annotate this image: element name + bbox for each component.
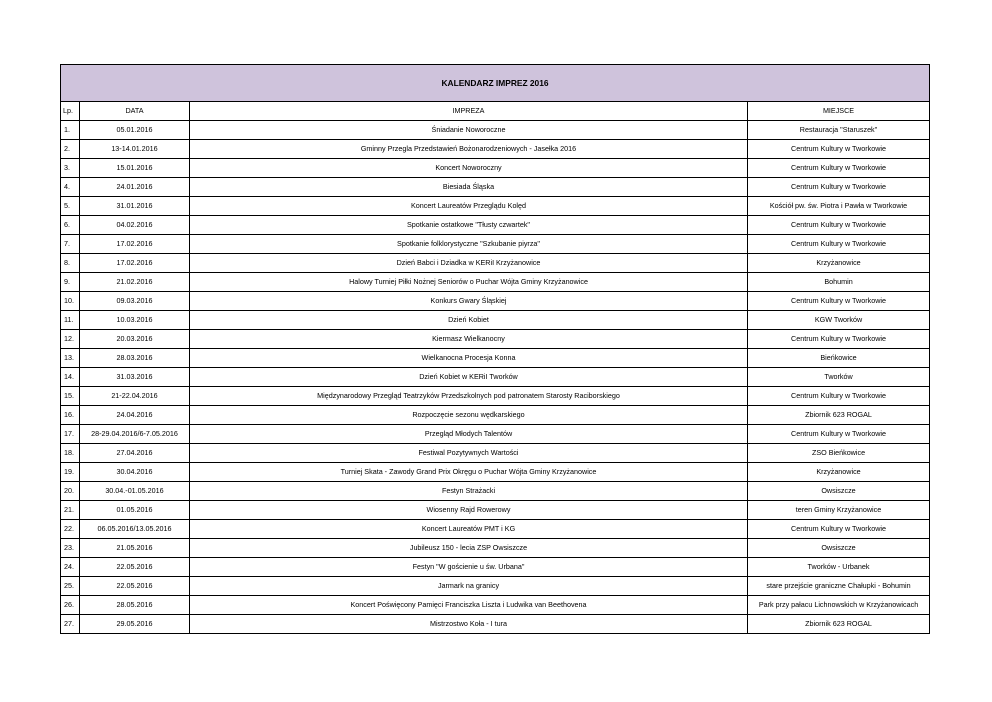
lp-cell: 23. — [61, 539, 80, 558]
date-cell: 04.02.2016 — [80, 216, 190, 235]
date-cell: 21-22.04.2016 — [80, 387, 190, 406]
lp-cell: 21. — [61, 501, 80, 520]
location-cell: Centrum Kultury w Tworkowie — [748, 140, 930, 159]
date-cell: 22.05.2016 — [80, 558, 190, 577]
location-cell: Centrum Kultury w Tworkowie — [748, 235, 930, 254]
table-row — [61, 444, 930, 463]
title-row — [61, 65, 930, 102]
event-cell: Koncert Poświęcony Pamięci Franciszka Liszta i Ludwika van Beethovena — [190, 596, 748, 615]
event-cell: Gminny Przegla Przedstawień Bożonarodzeniowych - Jasełka 2016 — [190, 140, 748, 159]
table-row — [61, 140, 930, 159]
location-cell: ZSO Bieńkowice — [748, 444, 930, 463]
table-row — [61, 406, 930, 425]
event-cell: Koncert Laureatów PMT i KG — [190, 520, 748, 539]
table-row — [61, 520, 930, 539]
lp-cell: 22. — [61, 520, 80, 539]
date-cell: 13-14.01.2016 — [80, 140, 190, 159]
table-row — [61, 330, 930, 349]
location-cell: Centrum Kultury w Tworkowie — [748, 292, 930, 311]
event-cell: Festyn "W gościenie u św. Urbana" — [190, 558, 748, 577]
lp-cell: 8. — [61, 254, 80, 273]
date-cell: 10.03.2016 — [80, 311, 190, 330]
lp-cell: 14. — [61, 368, 80, 387]
location-cell: Bieńkowice — [748, 349, 930, 368]
date-cell: 27.04.2016 — [80, 444, 190, 463]
table-row — [61, 235, 930, 254]
location-cell: Owsiszcze — [748, 539, 930, 558]
date-cell: 17.02.2016 — [80, 254, 190, 273]
event-cell: Przegląd Młodych Talentów — [190, 425, 748, 444]
date-cell: 21.02.2016 — [80, 273, 190, 292]
event-cell: Śniadanie Noworoczne — [190, 121, 748, 140]
event-cell: Biesiada Śląska — [190, 178, 748, 197]
event-cell: Halowy Turniej Piłki Nożnej Seniorów o Puchar Wójta Gminy Krzyżanowice — [190, 273, 748, 292]
date-cell: 29.05.2016 — [80, 615, 190, 634]
lp-cell: 6. — [61, 216, 80, 235]
event-cell: Turniej Skata - Zawody Grand Prix Okręgu o Puchar Wójta Gminy Krzyżanowice — [190, 463, 748, 482]
date-cell: 31.03.2016 — [80, 368, 190, 387]
event-cell: Międzynarodowy Przegląd Teatrzyków Przedszkolnych pod patronatem Starosty Raciborskiego — [190, 387, 748, 406]
lp-cell: 20. — [61, 482, 80, 501]
lp-cell: 1. — [61, 121, 80, 140]
table-row — [61, 615, 930, 634]
location-cell: Centrum Kultury w Tworkowie — [748, 387, 930, 406]
date-cell: 09.03.2016 — [80, 292, 190, 311]
table-row — [61, 425, 930, 444]
location-cell: Krzyżanowice — [748, 254, 930, 273]
lp-cell: 10. — [61, 292, 80, 311]
events-calendar-table — [60, 64, 930, 634]
table-row — [61, 121, 930, 140]
date-cell: 28.03.2016 — [80, 349, 190, 368]
location-cell: Tworków - Urbanek — [748, 558, 930, 577]
location-cell: Centrum Kultury w Tworkowie — [748, 159, 930, 178]
table-row — [61, 216, 930, 235]
location-cell: Centrum Kultury w Tworkowie — [748, 520, 930, 539]
location-cell: teren Gminy Krzyżanowice — [748, 501, 930, 520]
table-row — [61, 197, 930, 216]
table-row — [61, 311, 930, 330]
table-body — [61, 121, 930, 634]
date-cell: 28-29.04.2016/6-7.05.2016 — [80, 425, 190, 444]
table-title: KALENDARZ IMPREZ 2016 — [61, 65, 930, 102]
lp-cell: 7. — [61, 235, 80, 254]
event-cell: Wiosenny Rajd Rowerowy — [190, 501, 748, 520]
location-cell: Tworków — [748, 368, 930, 387]
event-cell: Dzień Babci i Dziadka w KERiI Krzyżanowice — [190, 254, 748, 273]
location-cell: stare przejście graniczne Chałupki - Bohumin — [748, 577, 930, 596]
date-cell: 30.04.-01.05.2016 — [80, 482, 190, 501]
location-cell: Restauracja "Staruszek" — [748, 121, 930, 140]
event-cell: Wielkanocna Procesja Konna — [190, 349, 748, 368]
date-cell: 31.01.2016 — [80, 197, 190, 216]
lp-cell: 3. — [61, 159, 80, 178]
date-cell: 24.01.2016 — [80, 178, 190, 197]
lp-cell: 9. — [61, 273, 80, 292]
table-row — [61, 254, 930, 273]
event-cell: Dzień Kobiet — [190, 311, 748, 330]
lp-cell: 25. — [61, 577, 80, 596]
column-header-miejsce: MIEJSCE — [748, 102, 930, 121]
event-cell: Jubileusz 150 - lecia ZSP Owsiszcze — [190, 539, 748, 558]
table-row — [61, 387, 930, 406]
table-row — [61, 482, 930, 501]
lp-cell: 2. — [61, 140, 80, 159]
location-cell: Park przy pałacu Lichnowskich w Krzyżanowicach — [748, 596, 930, 615]
date-cell: 17.02.2016 — [80, 235, 190, 254]
event-cell: Konkurs Gwary Śląskiej — [190, 292, 748, 311]
event-cell: Rozpoczęcie sezonu wędkarskiego — [190, 406, 748, 425]
table-row — [61, 539, 930, 558]
lp-cell: 24. — [61, 558, 80, 577]
table-row — [61, 292, 930, 311]
lp-cell: 11. — [61, 311, 80, 330]
location-cell: Zbiornik 623 ROGAL — [748, 406, 930, 425]
lp-cell: 15. — [61, 387, 80, 406]
location-cell: Krzyżanowice — [748, 463, 930, 482]
lp-cell: 17. — [61, 425, 80, 444]
location-cell: Bohumin — [748, 273, 930, 292]
location-cell: Centrum Kultury w Tworkowie — [748, 330, 930, 349]
lp-cell: 18. — [61, 444, 80, 463]
event-cell: Festyn Strażacki — [190, 482, 748, 501]
event-cell: Festiwal Pozytywnych Wartości — [190, 444, 748, 463]
spreadsheet-page — [60, 64, 929, 634]
table-row — [61, 596, 930, 615]
event-cell: Mistrzostwo Koła - I tura — [190, 615, 748, 634]
table-row — [61, 501, 930, 520]
event-cell: Dzień Kobiet w KERiI Tworków — [190, 368, 748, 387]
date-cell: 28.05.2016 — [80, 596, 190, 615]
event-cell: Spotkanie ostatkowe "Tłusty czwartek" — [190, 216, 748, 235]
date-cell: 15.01.2016 — [80, 159, 190, 178]
table-row — [61, 368, 930, 387]
table-row — [61, 273, 930, 292]
date-cell: 30.04.2016 — [80, 463, 190, 482]
location-cell: Centrum Kultury w Tworkowie — [748, 178, 930, 197]
location-cell: Kościół pw. św. Piotra i Pawła w Tworkowie — [748, 197, 930, 216]
date-cell: 05.01.2016 — [80, 121, 190, 140]
table-row — [61, 178, 930, 197]
lp-cell: 12. — [61, 330, 80, 349]
lp-cell: 19. — [61, 463, 80, 482]
table-row — [61, 558, 930, 577]
date-cell: 06.05.2016/13.05.2016 — [80, 520, 190, 539]
table-row — [61, 159, 930, 178]
event-cell: Spotkanie folklorystyczne "Szkubanie piyrza" — [190, 235, 748, 254]
location-cell: Centrum Kultury w Tworkowie — [748, 425, 930, 444]
lp-cell: 5. — [61, 197, 80, 216]
table-row — [61, 577, 930, 596]
lp-cell: 27. — [61, 615, 80, 634]
date-cell: 21.05.2016 — [80, 539, 190, 558]
date-cell: 24.04.2016 — [80, 406, 190, 425]
lp-cell: 26. — [61, 596, 80, 615]
location-cell: Centrum Kultury w Tworkowie — [748, 216, 930, 235]
event-cell: Koncert Laureatów Przeglądu Kolęd — [190, 197, 748, 216]
table-row — [61, 463, 930, 482]
event-cell: Kiermasz Wielkanocny — [190, 330, 748, 349]
column-header-impreza: IMPREZA — [190, 102, 748, 121]
event-cell: Koncert Noworoczny — [190, 159, 748, 178]
lp-cell: 13. — [61, 349, 80, 368]
column-header-lp: Lp. — [61, 102, 80, 121]
date-cell: 01.05.2016 — [80, 501, 190, 520]
event-cell: Jarmark na granicy — [190, 577, 748, 596]
date-cell: 22.05.2016 — [80, 577, 190, 596]
location-cell: Owsiszcze — [748, 482, 930, 501]
header-row — [61, 102, 930, 121]
lp-cell: 4. — [61, 178, 80, 197]
lp-cell: 16. — [61, 406, 80, 425]
location-cell: KGW Tworków — [748, 311, 930, 330]
location-cell: Zbiornik 623 ROGAL — [748, 615, 930, 634]
table-row — [61, 349, 930, 368]
column-header-data: DATA — [80, 102, 190, 121]
date-cell: 20.03.2016 — [80, 330, 190, 349]
